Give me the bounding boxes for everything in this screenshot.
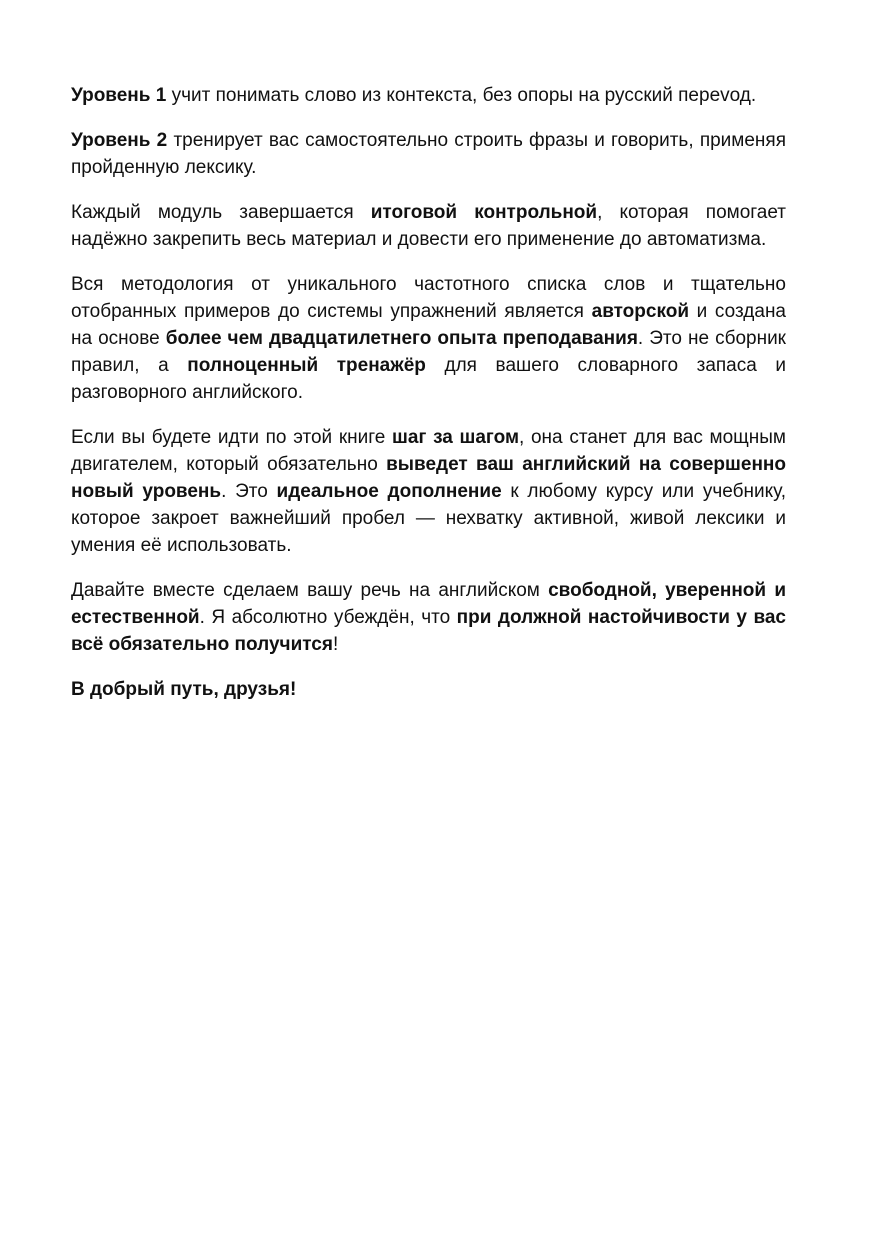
paragraph-step-by-step <box>71 424 786 559</box>
bold-text: более чем двадцатилетнего опыта преподавания <box>165 328 638 349</box>
body-text: тренирует вас самостоятельно строить фразы и говорить, применяя пройденную лексику. <box>71 130 786 178</box>
body-text: . Я абсолютно убеждён, что <box>199 607 457 628</box>
bold-text: при должной настойчивости у вас всё обязательно получится <box>71 607 787 655</box>
body-text: для вашего словарного запаса и разговорного английского. <box>71 355 787 403</box>
paragraph-level-1 <box>71 82 786 109</box>
bold-text: полноценный тренажёр <box>187 355 426 376</box>
paragraph-encouragement <box>71 577 786 658</box>
bold-text: идеальное дополнение <box>276 481 502 502</box>
body-text: Каждый модуль завершается <box>71 202 371 223</box>
paragraph-methodology <box>71 271 786 406</box>
bold-text: свободной, уверенной и естественной <box>71 580 786 628</box>
body-text: Если вы будете идти по этой книге <box>71 427 393 448</box>
paragraph-level-2 <box>71 127 786 181</box>
bold-text: выведет ваш английский на совершенно новый уровень <box>71 454 786 502</box>
bold-text: Уровень 2 <box>71 130 168 151</box>
body-text: Вся методология от уникального частотного списка слов и тщательно отобранных примеров до системы упражнений является <box>71 274 786 322</box>
body-text: , которая помогает надёжно закрепить весь материал и довести его применение до автоматизма. <box>71 202 786 250</box>
body-text: Давайте вместе сделаем вашу речь на английском <box>71 580 549 601</box>
paragraph-module-test <box>71 199 786 253</box>
bold-text: авторской <box>591 301 689 322</box>
body-text: к любому курсу или учебнику, которое закроет важнейший пробел — нехватку активной, живой лексики и умения её использовать. <box>71 481 786 556</box>
body-text: . Это не сборник правил, а <box>71 328 786 376</box>
body-text: . Это <box>221 481 277 502</box>
body-text: и создана на основе <box>71 301 786 349</box>
document-page <box>71 82 786 721</box>
body-text: ! <box>332 634 339 655</box>
bold-text: итоговой контрольной <box>370 202 598 223</box>
body-text: учит понимать слово из контекста, без опоры на русский переvод. <box>166 85 757 106</box>
paragraph-farewell <box>71 676 786 703</box>
body-text: , она станет для вас мощным двигателем, который обязательно <box>71 427 786 475</box>
bold-text: В добрый путь, друзья! <box>71 679 297 700</box>
bold-text: Уровень 1 <box>71 85 167 106</box>
bold-text: шаг за шагом <box>392 427 520 448</box>
